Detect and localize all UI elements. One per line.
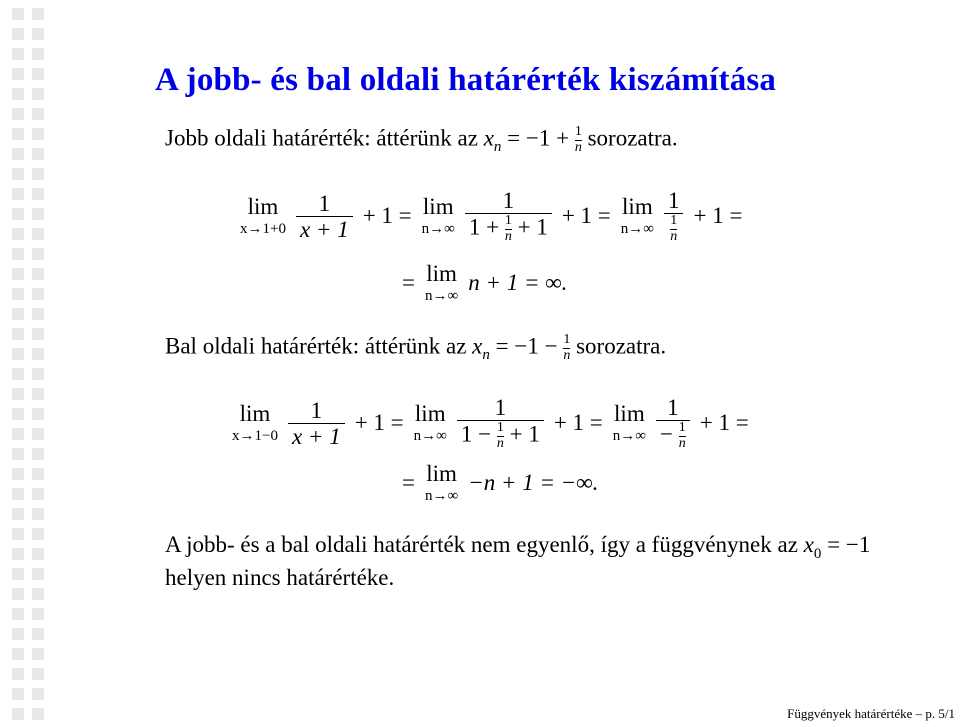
decorative-square <box>32 388 44 400</box>
sequence-tail: sorozatra. <box>587 125 678 151</box>
plus-one-equals-2: + 1 = <box>561 203 611 229</box>
decorative-square <box>12 228 24 240</box>
fraction-1-over-neg-1-over-n: 1 − $\frac{1}{n}$ <box>656 395 690 452</box>
decorative-square <box>32 468 44 480</box>
decorative-square <box>12 288 24 300</box>
decorative-square <box>12 8 24 20</box>
footer-page-info: Függvények határértéke – p. 5/1 <box>787 706 955 721</box>
left-limit-equation-1: lim x→1−0 $\frac{1}{x + 1}$ + 1 = lim n→∞ 1 1 − $\frac{1}{n}$ + 1 + 1 = lim n→∞ 1 − $\frac{1}{n}$ + 1 = <box>232 395 749 451</box>
decorative-square <box>32 568 44 580</box>
small-fraction: $\frac{1}{n}$ <box>574 124 582 155</box>
fraction-1-over-x-plus-1: $\frac{1}{x + 1}$ <box>296 191 353 243</box>
xn-symbol: x <box>483 125 494 151</box>
conclusion-line-2: helyen nincs határértéke. <box>165 565 395 590</box>
decorative-square <box>12 308 24 320</box>
decorative-square <box>32 628 44 640</box>
left-sequence-tail: sorozatra. <box>576 333 667 359</box>
fraction-1-over-x-plus-1-left: $\frac{1}{x + 1}$ <box>288 398 345 450</box>
decorative-square <box>32 88 44 100</box>
decorative-square <box>12 548 24 560</box>
decorative-square <box>32 188 44 200</box>
decorative-square <box>32 48 44 60</box>
decorative-square <box>12 408 24 420</box>
fraction-nested-left: 1 1 − $\frac{1}{n}$ + 1 <box>457 395 544 452</box>
decorative-square <box>12 88 24 100</box>
decorative-square <box>12 468 24 480</box>
decorative-square <box>12 188 24 200</box>
decorative-square <box>32 508 44 520</box>
fraction-nested: 1 1 + $\frac{1}{n}$ + 1 <box>465 188 552 245</box>
decorative-square <box>12 128 24 140</box>
right-limit-equation-1 <box>240 188 742 245</box>
decorative-square <box>12 248 24 260</box>
decorative-square <box>12 68 24 80</box>
decorative-square <box>12 588 24 600</box>
decorative-square <box>12 688 24 700</box>
decorative-square <box>32 68 44 80</box>
decorative-square <box>12 328 24 340</box>
limit-n-left-3: lim n→∞ <box>424 461 459 504</box>
decorative-square <box>12 608 24 620</box>
limit-x: lim x→1+0 <box>240 194 286 238</box>
decorative-square <box>32 128 44 140</box>
decorative-square <box>12 368 24 380</box>
decorative-square <box>12 668 24 680</box>
decorative-square <box>32 148 44 160</box>
right-limit-result: n + 1 = ∞. <box>468 270 568 295</box>
decorative-square <box>32 548 44 560</box>
decorative-square <box>12 208 24 220</box>
decorative-square <box>12 648 24 660</box>
decorative-square <box>12 628 24 640</box>
limit-n-left: lim n→∞ <box>413 401 447 445</box>
decorative-square <box>32 488 44 500</box>
conclusion-line-1: A jobb- és a bal oldali határérték nem egyenlő, így a függvénynek az $x_0 = -1$ <box>165 532 871 562</box>
decorative-square-strip <box>0 0 58 727</box>
right-limit-intro <box>165 125 678 155</box>
plus-one-equals-3: + 1 = <box>693 203 743 229</box>
limit-n-2: lim n→∞ <box>620 194 654 238</box>
equals-sign: = <box>507 125 521 151</box>
decorative-square <box>32 408 44 420</box>
decorative-square <box>32 608 44 620</box>
decorative-square <box>32 288 44 300</box>
decorative-square <box>32 308 44 320</box>
decorative-square <box>12 348 24 360</box>
decorative-square <box>12 528 24 540</box>
limit-n: lim n→∞ <box>421 194 455 238</box>
left-limit-result: −n + 1 = −∞. <box>468 470 599 495</box>
right-limit-equation-2: = lim n→∞ n + 1 = ∞. <box>402 261 568 304</box>
page-title: A jobb- és bal oldali határérték kiszámítása <box>155 62 777 98</box>
decorative-square <box>12 448 24 460</box>
decorative-square <box>32 28 44 40</box>
left-sequence-expression: −1 − <box>514 333 558 359</box>
left-limit-equation-2: = lim n→∞ −n + 1 = −∞. <box>402 461 599 504</box>
decorative-square <box>32 688 44 700</box>
decorative-square <box>32 668 44 680</box>
limit-n-3: lim n→∞ <box>424 261 459 304</box>
decorative-square <box>32 368 44 380</box>
decorative-square <box>32 328 44 340</box>
decorative-square <box>32 428 44 440</box>
decorative-square <box>32 248 44 260</box>
decorative-square <box>12 268 24 280</box>
decorative-square <box>12 488 24 500</box>
decorative-square <box>12 108 24 120</box>
decorative-square <box>32 208 44 220</box>
decorative-square <box>32 228 44 240</box>
limit-x-left: lim x→1−0 <box>232 401 278 445</box>
decorative-square <box>32 588 44 600</box>
decorative-square <box>32 708 44 720</box>
limit-n-left-2: lim n→∞ <box>612 401 646 445</box>
decorative-square <box>12 28 24 40</box>
decorative-square <box>32 348 44 360</box>
decorative-square <box>32 168 44 180</box>
xn-subscript: n <box>493 139 502 156</box>
decorative-square <box>12 388 24 400</box>
left-intro-text: Bal oldali határérték: áttérünk az <box>165 333 467 359</box>
decorative-square <box>32 108 44 120</box>
decorative-square <box>32 448 44 460</box>
left-limit-intro: Bal oldali határérték: áttérünk az $x_n = -1$ − $\frac{1}{n}$ sorozatra. <box>165 332 667 364</box>
fraction-1-over-1-over-n: $\frac{1}{\frac{1}{n}}$ <box>664 188 684 245</box>
decorative-square <box>32 648 44 660</box>
decorative-square <box>12 168 24 180</box>
plus-one-equals: + 1 = <box>362 203 412 229</box>
small-fraction-left: $\frac{1}{n}$ <box>563 332 571 363</box>
decorative-square <box>12 148 24 160</box>
right-intro-text: Jobb oldali határérték: áttérünk az <box>165 125 478 151</box>
decorative-square <box>12 708 24 720</box>
decorative-square <box>32 268 44 280</box>
decorative-square <box>32 8 44 20</box>
decorative-square <box>12 428 24 440</box>
sequence-expression: −1 + <box>525 125 570 151</box>
decorative-square <box>12 568 24 580</box>
decorative-square <box>32 528 44 540</box>
decorative-square <box>12 508 24 520</box>
decorative-square <box>12 48 24 60</box>
